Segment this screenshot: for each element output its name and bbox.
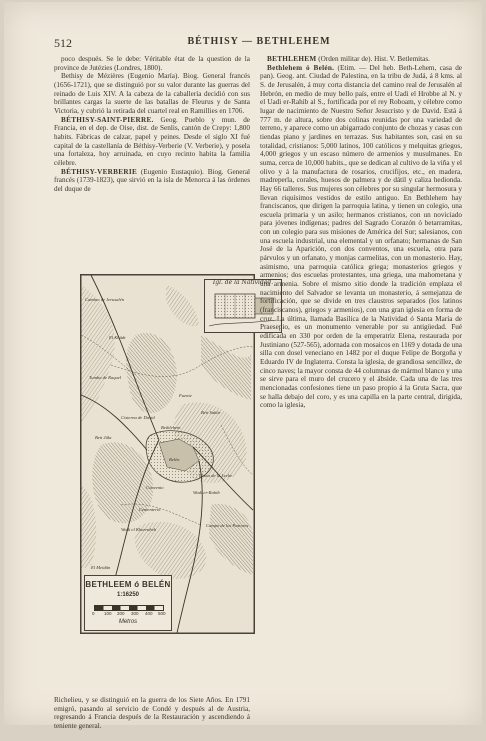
entry-bethlehem-belen bbox=[260, 64, 462, 410]
map-label: Cementerio bbox=[139, 507, 161, 512]
scale-tick: 0 bbox=[92, 611, 95, 616]
scale-ticks bbox=[89, 611, 169, 618]
headword: BÉTHISY-VERBERIE bbox=[61, 167, 138, 176]
entry-bethlehem-orden bbox=[260, 55, 462, 64]
map-label: Beit Sahûr bbox=[201, 410, 221, 415]
entry-continuation: Richelieu, y se distinguió en la guerra de los Siete Años. En 1791 emigró, pasando al servicio de Condé y después al de Austria, regresando á Francia después de la Restauración y ascendiendo á teniente general. bbox=[54, 696, 250, 730]
entry-text: (Eugenio Eustaquio). Biog. General francés (1739-1823), que sirvió en la isla de Menorca á las órdenes del duque de bbox=[54, 167, 251, 193]
map-label: Wadi er-Rahib bbox=[193, 490, 220, 495]
map-legend bbox=[84, 575, 172, 631]
entry-bethisy-de-mezieres: Bethisy de Mézières (Eugenio María). Biog. General francés (1656-1721), que se distinguió por su valor durante las guerras del reinado de Luis XIV. A la cabeza de la caballería decidió con sus brillantes cargas la suerte de las batallas de Fleurus y de Santa Victoria, y cubrió la retirada del cuartel real en Ramillies en 1706. bbox=[54, 72, 250, 115]
map-label: Convento bbox=[146, 485, 164, 490]
headword: BETHLEHEM bbox=[267, 55, 317, 63]
map-scale: 1:16250 bbox=[116, 592, 140, 598]
inset-label: Igl. de la Natividad. bbox=[212, 279, 274, 286]
scale-unit: Metros bbox=[118, 619, 138, 625]
map-title: BETHLEEM ó BELÉN bbox=[85, 580, 171, 589]
running-head bbox=[54, 36, 464, 52]
entry-text: (Etim. — Del heb. Beth-Lehem, casa de pan). Geog. ant. Ciudad de Palestina, en la tribu de Judá, á 8 kms. al S. de Jerusalén, á muy corta distancia del camino real de Jerusalén al Hebrón, en medio de muy bello país, entre el Uadi el Hrobbe al N. y el Uadi er-Rahib al S., fortificada por el rey Roboam, y célebre como lugar de nacimiento de Nuestro Señor Jesucristo y de David. Está á 777 m. de altura, sobre dos colinas reunidas por una variedad de terreno, y aparece como un abigarrado conjunto de chozas y casas con tiendas piano y jardines en terrazas. Sus habitantes son, casi en su totalidad, cristianos: 5,000 latinos, 100 católicos y melquitas griegos, 4,000 griegos y un escaso número de armenios y musulmanes. En suma, cerca de 10,000 habits., que se dedican al cultivo de la viña y el olivo y á la manufactura de rosarios, crucifijos, etc., en madera, madreperla, corales, huesos de palmera y de dátil y caliza hedionda. Hay 66 talleres. Sus mujeres son célebres por su singular hermosura y llevan riquísimos vestidos de estilo antiguo. En Bethlehem hay franciscanos, que dirigen la parroquia latina, y tienen un colegio, una escuela primaria y un asilo; hermanos cristianos, con un noviciado para jóvenes indígenas; padres del Sagrado Corazón ó betarramitas, con un colegio para sus misiones de América del Sur; salesianos, con una escuela industrial, una elemental y un orfanato; hermanas de San José de la Aparición, con dos conventos, una escuela, otra para párvulos y un orfanato, y monjas carmelitas, con un monasterio. Hay, asimismo, una parroquia católica griega; monasterios griegos y armenios; dos escuelas protestantes, una griega, una mahometana y una armenia. Sobre el mismo sitio donde la tradición emplaza el nacimiento del Salvador se levanta un monasterio, á semejanza de fortificación, que se divide en tres claustros separados (los latinos (franciscanos), griegos y armenios), con una gran iglesia en forma de cruz. La última, llamada Basílica de la Natividad ó Santa María de Praesepio, es un monumento venerable por su antigüedad. Fué edificada en 330 por orden de la emperatriz Elena, restaurada por Justiniano (527-565), adornada con mosaicos en 1169 y dotada de una silla con dosel veneciano en 1482 por el duque Felipe de Borgoña y Eduardo IV de Inglaterra. Consta la iglesia, de grandiosa sencillez, de cinco naves; la mayor consta de 44 columnas de mármol blanco y una se sirve para el muro del crucero y el ábside. Cada una de las tres mencionadas confesiones tiene un paso propio á la Gruta Sacra, que se halla debajo del coro, y es una capilla en la parte central, dirigida, como la iglesia, bbox=[260, 63, 463, 410]
scale-tick: 100 bbox=[104, 611, 112, 616]
map-label: El Khâdr bbox=[109, 335, 126, 340]
entry-bethisy-verberie bbox=[54, 168, 250, 194]
entry-text: (Orden militar de). Hist. V. Betlemitas. bbox=[318, 55, 430, 63]
left-column-bottom bbox=[54, 696, 250, 741]
entry-text: Geog. Pueblo y mun. de Francia, en el dep. de Oise, dist. de Senlis, cantón de Crepy: 1,800 habits. Fábricas de calzar, papel y peines. Desde el siglo XI fué capital de la castellanía de Béthisy-Verberie (V. Verberie), y posela una fortaleza, hoy arruinada, en cuyo recinto habita la familia célebre. bbox=[54, 115, 250, 167]
scale-tick: 300 bbox=[131, 611, 139, 616]
entry-continuation: poco después. Se le debe: Véritable état de la question de la province de Jutézies (Londres, 1800). bbox=[54, 55, 250, 72]
right-column bbox=[260, 55, 462, 685]
page-sheet bbox=[4, 2, 482, 730]
map-label: Beit Jâla bbox=[95, 435, 112, 440]
map-label: Cisterna de David bbox=[121, 415, 155, 420]
map-label: Campo de los Pastores bbox=[206, 523, 249, 528]
map-of-bethlehem bbox=[80, 274, 274, 634]
headword: BÉTHISY-SAINT-PIERRE. bbox=[61, 115, 154, 124]
scale-tick: 200 bbox=[117, 611, 125, 616]
running-title: BÉTHISY — BETHLEHEM bbox=[187, 36, 331, 47]
left-column bbox=[54, 55, 250, 255]
map-label: Fuente bbox=[179, 393, 192, 398]
map-label: Camino de Jerusalén bbox=[85, 297, 125, 302]
scale-tick: 500 bbox=[158, 611, 166, 616]
page-number: 512 bbox=[54, 36, 72, 50]
headword: Bethlehem ó Belén. bbox=[267, 63, 335, 72]
map-label: El Meidân bbox=[91, 565, 111, 570]
dictionary-page bbox=[54, 36, 464, 730]
map-label: Belén bbox=[169, 457, 180, 462]
map-label: Bethlehem bbox=[161, 425, 181, 430]
scale-tick: 400 bbox=[145, 611, 153, 616]
entry-bethisy-saint-pierre bbox=[54, 116, 250, 168]
map-label: Tumba de Raquel bbox=[89, 375, 122, 380]
map-label: Wadi el Kharrubeh bbox=[121, 527, 157, 532]
map-label: Gruta de la Leche bbox=[199, 473, 233, 478]
